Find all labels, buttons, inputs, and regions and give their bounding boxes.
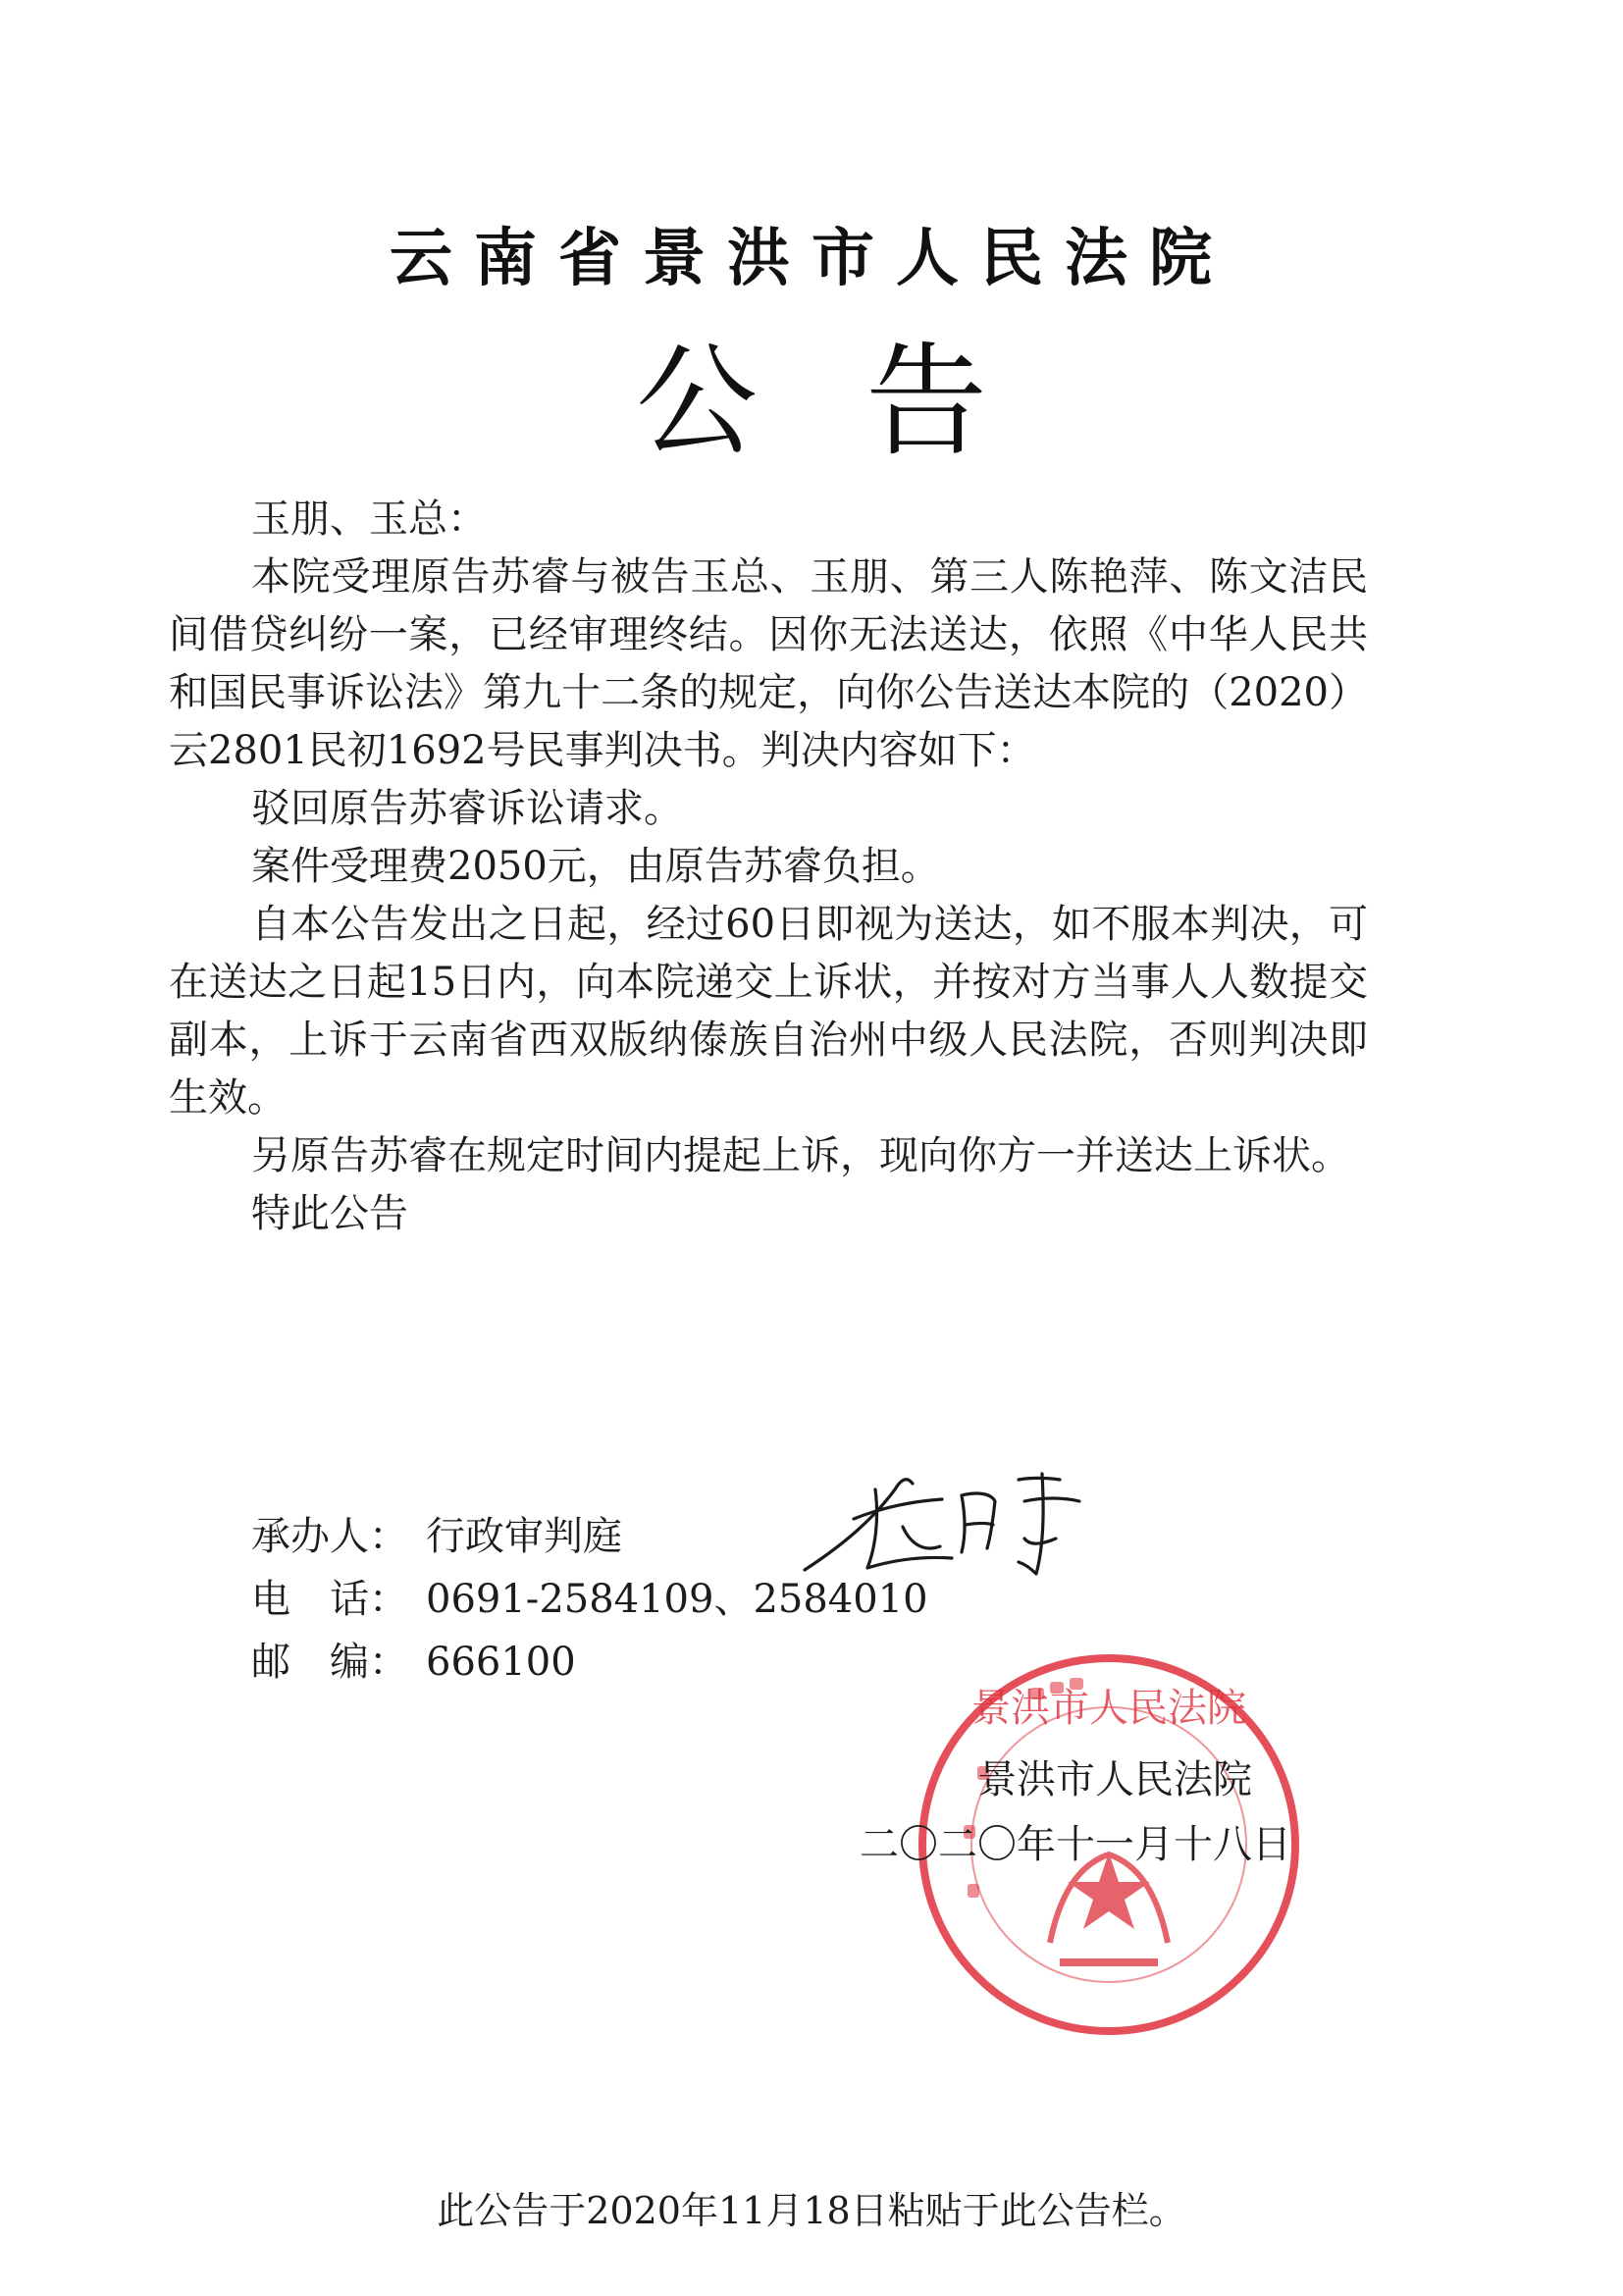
issue-date: 二〇二〇年十一月十八日: [860, 1822, 1291, 1867]
court-name-heading: 云南省景洪市人民法院: [390, 223, 1233, 295]
body-paragraph-appeal: 自本公告发出之日起，经过60日即视为送达，如不服本判决，可在送达之日起15日内，向本院递交上诉状，并按对方当事人人数提交副本，上诉于云南省西双版纳傣族自治州中级人民法院，否则判决即生效。: [169, 902, 1368, 1121]
issuer-name: 景洪市人民法院: [977, 1757, 1252, 1802]
phone-value: 0691-2584109、2584010: [426, 1577, 928, 1622]
handwritten-signature: [785, 1450, 1089, 1588]
seal-inner-text: 景洪市人民法院: [971, 1686, 1246, 1731]
body-paragraph-closing: 特此公告: [251, 1191, 408, 1236]
postcode-value: 666100: [426, 1640, 576, 1685]
handler-value: 行政审判庭: [426, 1514, 622, 1559]
postcode-row: [251, 1631, 928, 1694]
salutation: 玉朋、玉总：: [251, 496, 487, 542]
notice-body: [169, 491, 1368, 1243]
handler-label: 承办人：: [251, 1514, 408, 1559]
postcode-label: 邮 编：: [251, 1640, 408, 1685]
notice-title: 公告: [635, 332, 1095, 473]
body-paragraph-fee: 案件受理费2050元，由原告苏睿负担。: [251, 844, 940, 889]
body-paragraph-case: 本院受理原告苏睿与被告玉总、玉朋、第三人陈艳萍、陈文洁民间借贷纠纷一案，已经审理终结。因你无法送达，依照《中华人民共和国民事诉讼法》第九十二条的规定，向你公告送达本院的（2020）云2801民初1692号民事判决书。判决内容如下：: [169, 554, 1368, 773]
posting-note: 此公告于2020年11月18日粘贴于此公告栏。: [437, 2189, 1186, 2232]
phone-label: 电 话：: [251, 1577, 408, 1622]
body-paragraph-appeal-served: 另原告苏睿在规定时间内提起上诉，现向你方一并送达上诉状。: [251, 1133, 1350, 1178]
body-paragraph-judgment: 驳回原告苏睿诉讼请求。: [251, 786, 683, 831]
